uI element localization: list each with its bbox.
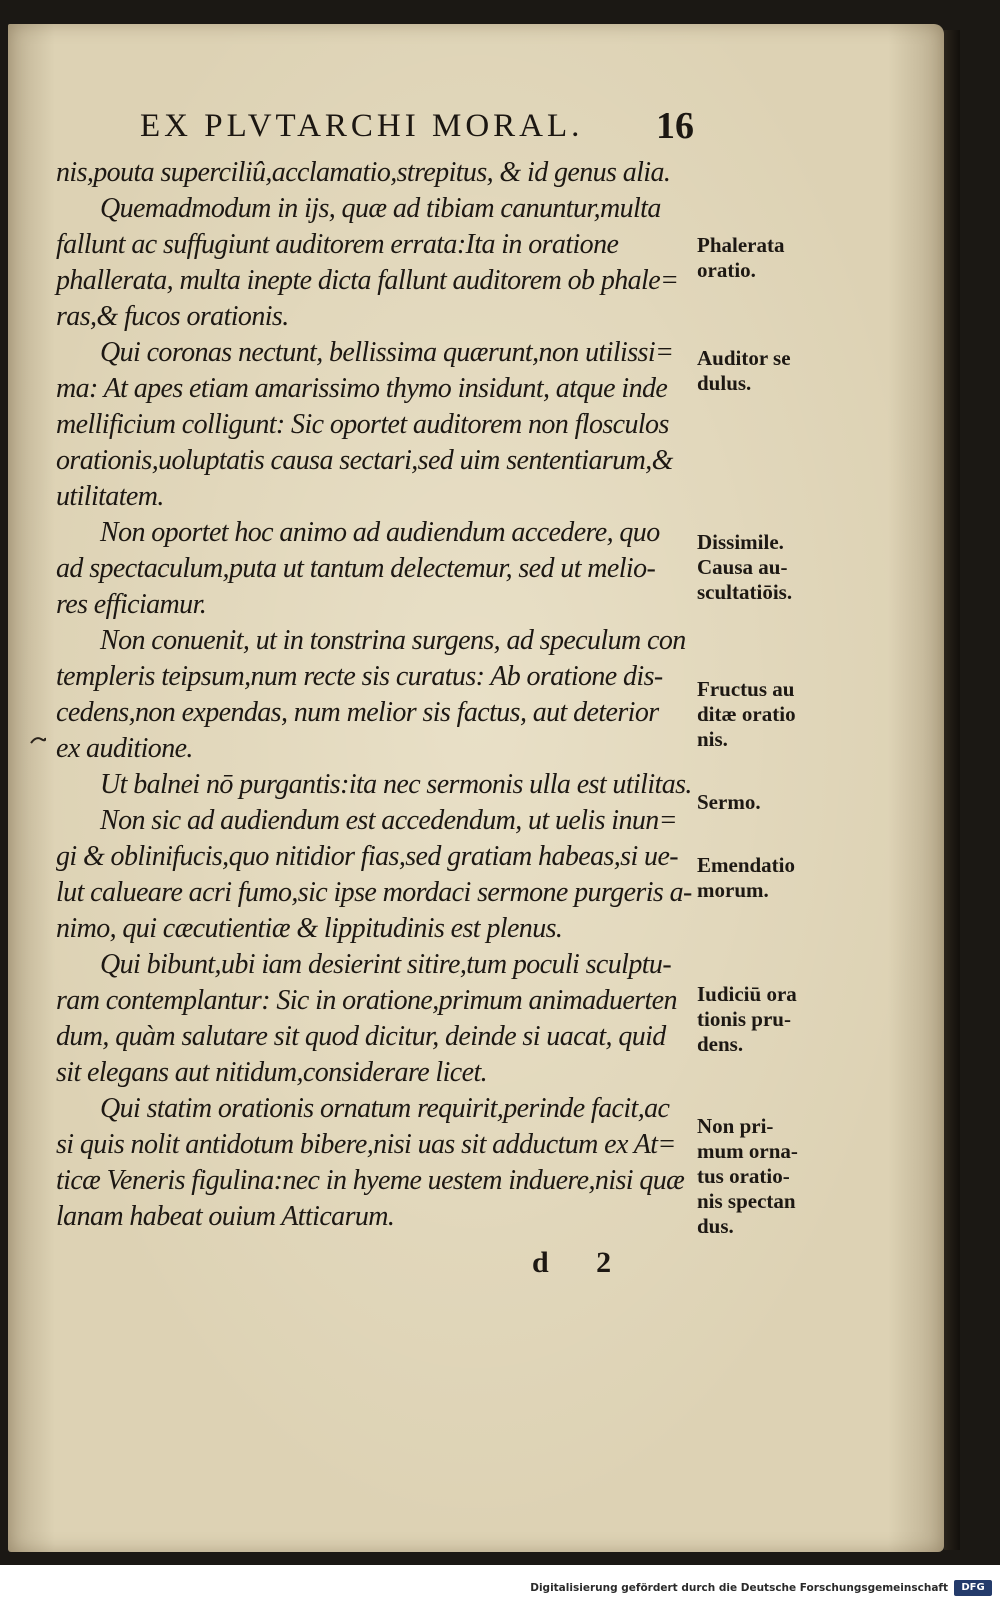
footer-bar (0, 1568, 1000, 1603)
running-head: EX PLVTARCHI MORAL. (140, 108, 584, 144)
marginal-note-line: tus oratio- (697, 1164, 790, 1188)
marginal-note (697, 1114, 827, 1239)
text-line: phallerata, multa inepte dicta fallunt auditorem ob phale= (56, 265, 679, 296)
marginal-note-line: scultatiōis. (697, 580, 793, 604)
page-number: 16 (656, 105, 694, 147)
text-line: si quis nolit antidotum bibere,nisi uas sit adductum ex At= (56, 1129, 676, 1160)
text-line: fallunt ac suffugiunt auditorem errata:Ita in oratione (56, 229, 619, 260)
text-line: dum, quàm salutare sit quod dicitur, deinde si uacat, quid (56, 1021, 666, 1052)
marginal-note (697, 982, 827, 1057)
marginal-note-line: nis spectan (697, 1189, 796, 1213)
marginal-note-line: Causa au- (697, 555, 788, 579)
text-line: ex auditione. (56, 733, 193, 764)
text-line: ma: At apes etiam amarissimo thymo insidunt, atque inde (56, 373, 668, 404)
text-line: utilitatem. (56, 481, 164, 512)
text-line: Quemadmodum in ijs, quæ ad tibiam canuntur,multa (100, 193, 661, 224)
ink-mark-icon (30, 735, 46, 745)
marginal-note (697, 530, 827, 605)
text-line: nimo, qui cæcutientiæ & lippitudinis est plenus. (56, 913, 563, 944)
text-line: Qui bibunt,ubi iam desierint sitire,tum poculi sculptu- (100, 949, 672, 980)
marginal-note-line: morum. (697, 878, 769, 902)
marginal-note (697, 677, 827, 752)
text-line: ram contemplantur: Sic in oratione,primum animaduerten (56, 985, 677, 1016)
marginal-note (697, 233, 827, 283)
text-line: Non sic ad audiendum est accedendum, ut uelis inun= (100, 805, 677, 836)
text-line: res efficiamur. (56, 589, 207, 620)
marginal-note (697, 790, 827, 815)
text-line: Non conuenit, ut in tonstrina surgens, ad speculum con (100, 625, 686, 656)
text-line: Qui coronas nectunt, bellissima quærunt,non utilissi= (100, 337, 674, 368)
marginal-note-line: dus. (697, 1214, 734, 1238)
text-line: ras,& fucos orationis. (56, 301, 289, 332)
text-line: cedens,non expendas, num melior sis factus, aut deterior (56, 697, 659, 728)
text-line: lut calueare acri fumo,sic ipse mordaci sermone purgeris a- (56, 877, 692, 908)
marginal-note (697, 853, 827, 903)
marginal-note-line: mum orna- (697, 1139, 798, 1163)
marginal-note-line: nis. (697, 727, 728, 751)
text-line: mellificium colligunt: Sic oportet auditorem non flosculos (56, 409, 669, 440)
marginal-note (697, 346, 827, 396)
marginal-note-line: ditæ oratio (697, 702, 796, 726)
dfg-logo: DFG (954, 1580, 992, 1596)
marginal-note-line: oratio. (697, 258, 756, 282)
text-line: ticæ Veneris figulina:nec in hyeme uestem induere,nisi quæ (56, 1165, 685, 1196)
text-line: Non oportet hoc animo ad audiendum accedere, quo (100, 517, 660, 548)
book-edge (944, 30, 960, 1550)
marginal-note-line: tionis pru- (697, 1007, 791, 1031)
text-line: lanam habeat ouium Atticarum. (56, 1201, 395, 1232)
text-line: ad spectaculum,puta ut tantum delectemur, sed ut melio- (56, 553, 656, 584)
main-text-block (56, 155, 696, 1235)
marginal-note-line: Sermo. (697, 790, 761, 814)
text-line: gi & oblinifucis,quo nitidior fias,sed gratiam habeas,si ue- (56, 841, 679, 872)
text-line: templeris teipsum,num recte sis curatus: Ab oratione dis- (56, 661, 663, 692)
funding-credit: Digitalisierung gefördert durch die Deutsche Forschungsgemeinschaft (530, 1582, 948, 1594)
marginal-note-line: dens. (697, 1032, 744, 1056)
marginal-note-line: Auditor se (697, 346, 791, 370)
text-line: Ut balnei nō purgantis:ita nec sermonis ulla est utilitas. (100, 769, 692, 800)
marginal-note-line: Phalerata (697, 233, 785, 257)
marginal-note-line: Emendatio (697, 853, 796, 877)
marginal-note-line: dulus. (697, 371, 752, 395)
text-line: sit elegans aut nitidum,considerare licet. (56, 1057, 488, 1088)
marginal-note-line: Fructus au (697, 677, 795, 701)
marginal-note-line: Non pri- (697, 1114, 774, 1138)
marginal-note-line: Dissimile. (697, 530, 784, 554)
text-line: orationis,uoluptatis causa sectari,sed uim sententiarum,& (56, 445, 673, 476)
signature-mark: d 2 (532, 1246, 632, 1279)
marginal-note-line: Iudiciū ora (697, 982, 797, 1006)
text-line: nis,pouta superciliû,acclamatio,strepitus, & id genus alia. (56, 157, 671, 188)
text-line: Qui statim orationis ornatum requirit,perinde facit,ac (100, 1093, 670, 1124)
